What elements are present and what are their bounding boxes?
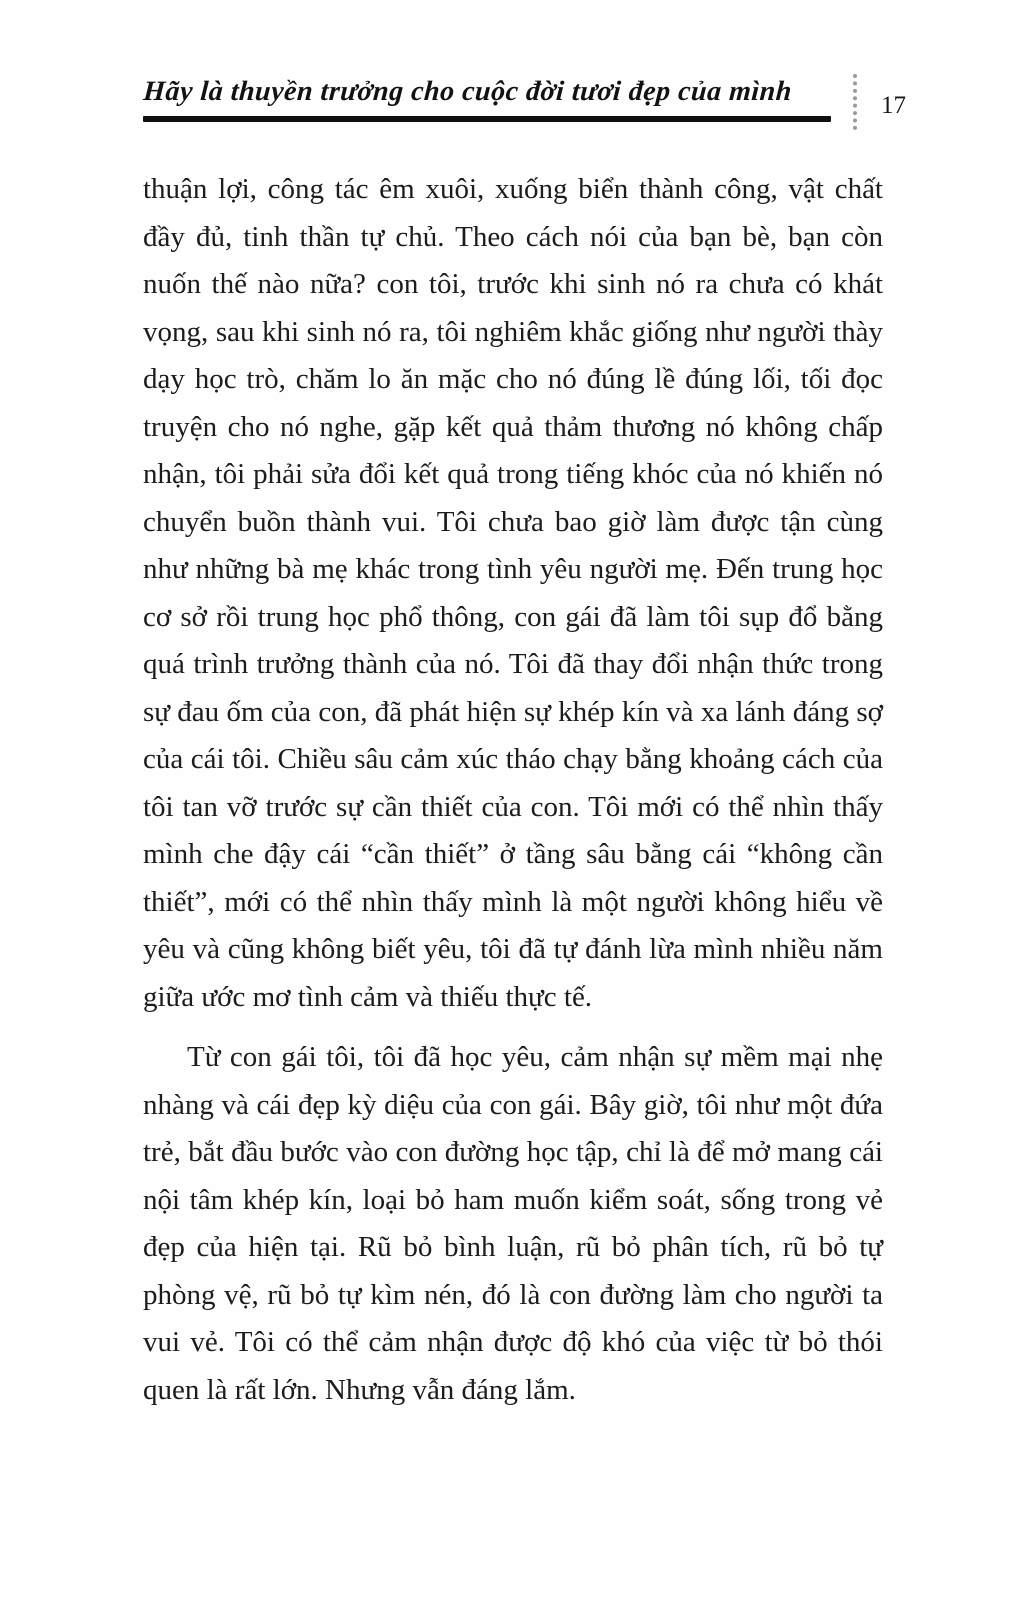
running-title-block [143,76,831,122]
page-header [143,76,906,130]
page-body [143,166,883,1414]
paragraph: Từ con gái tôi, tôi đã học yêu, cảm nhận sự mềm mại nhẹ nhàng và cái đẹp kỳ diệu của con gái. Bây giờ, tôi như một đứa trẻ, bắt đầu bước vào con đường học tập, chỉ là để mở mang cái nội tâm khép kín, loại bỏ ham muốn kiểm soát, sống trong vẻ đẹp của hiện tại. Rũ bỏ bình luận, rũ bỏ phân tích, rũ bỏ tự phòng vệ, rũ bỏ tự kìm nén, đó là con đường làm cho người ta vui vẻ. Tôi có thể cảm nhận được độ khó của việc từ bỏ thói quen là rất lớn. Nhưng vẫn đáng lắm. [143,1041,883,1406]
running-title: Hãy là thuyền trưởng cho cuộc đời tươi đẹp của mình [142,76,794,107]
dotted-divider [853,74,857,130]
page-number: 17 [881,92,906,119]
title-rule [143,116,831,122]
paragraph: thuận lợi, công tác êm xuôi, xuống biển thành công, vật chất đầy đủ, tinh thần tự chủ. Theo cách nói của bạn bè, bạn còn nuốn thế nào nữa? con tôi, trước khi sinh nó ra chưa có khát vọng, sau khi sinh nó ra, tôi nghiêm khắc giống như người thày dạy học trò, chăm lo ăn mặc cho nó đúng lề đúng lối, tối đọc truyện cho nó nghe, gặp kết quả thảm thương nó không chấp nhận, tôi phải sửa đổi kết quả trong tiếng khóc của nó khiến nó chuyển buồn thành vui. Tôi chưa bao giờ làm được tận cùng như những bà mẹ khác trong tình yêu người mẹ. Đến trung học cơ sở rồi trung học phổ thông, con gái đã làm tôi sụp đổ bằng quá trình trưởng thành của nó. Tôi đã thay đổi nhận thức trong sự đau ốm của con, đã phát hiện sự khép kín và xa lánh đáng sợ của cái tôi. Chiều sâu cảm xúc tháo chạy bằng khoảng cách của tôi tan vỡ trước sự cần thiết của con. Tôi mới có thể nhìn thấy mình che đậy cái “cần thiết” ở tầng sâu bằng cái “không cần thiết”, mới có thể nhìn thấy mình là một người không hiểu về yêu và cũng không biết yêu, tôi đã tự đánh lừa mình nhiều năm giữa ước mơ tình cảm và thiếu thực tế. [143,173,883,1013]
